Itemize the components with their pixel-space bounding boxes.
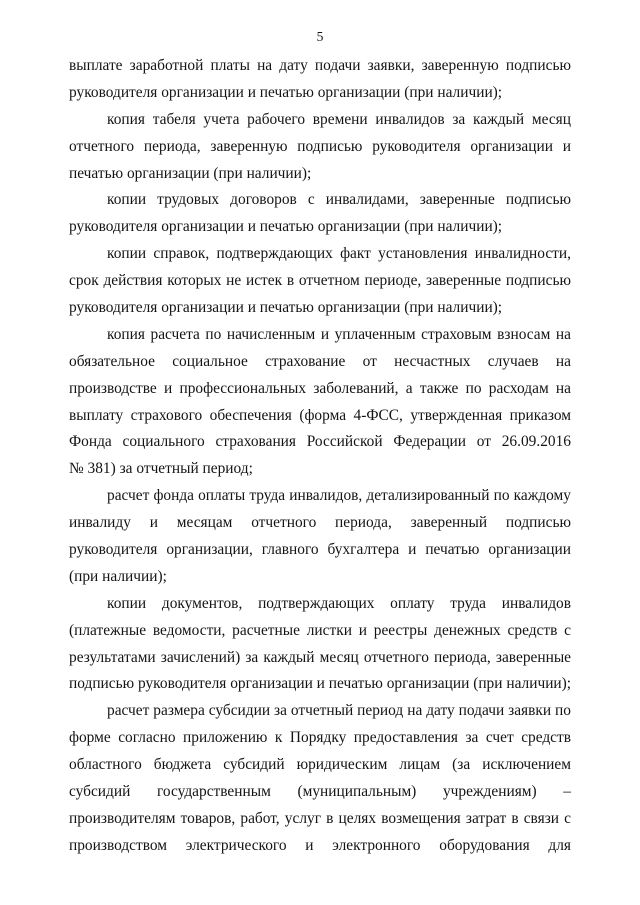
text-line: копии справок, подтверждающих факт установления инвалидности, xyxy=(107,245,571,263)
text-line: руководителя организации, главного бухгалтера и печатью организации xyxy=(69,541,571,559)
text-line: инвалиду и месяцам отчетного периода, заверенный подписью xyxy=(69,514,571,532)
text-line: отчетного периода, заверенную подписью руководителя организации и xyxy=(69,137,571,155)
text-line: производством электрического и электронного оборудования для xyxy=(69,836,571,854)
text-line: копии трудовых договоров с инвалидами, заверенные подписью xyxy=(107,191,571,209)
text-line: подписью руководителя организации и печатью организации (при наличии); xyxy=(69,675,572,693)
text-line: форме согласно приложению к Порядку предоставления за счет средств xyxy=(69,729,571,747)
text-line: копии документов, подтверждающих оплату труда инвалидов xyxy=(107,594,571,612)
text-line: копия расчета по начисленным и уплаченным страховым взносам на xyxy=(107,325,571,343)
text-line: производителям товаров, работ, услуг в целях возмещения затрат в связи с xyxy=(69,809,571,827)
text-line: субсидий государственным (муниципальным) учреждениям) – xyxy=(69,783,571,801)
document-body xyxy=(69,53,571,860)
text-line: копия табеля учета рабочего времени инвалидов за каждый месяц xyxy=(107,110,571,128)
paragraph xyxy=(69,591,571,699)
text-line: обязательное социальное страхование от несчастных случаев на xyxy=(69,352,571,370)
text-line: Фонда социального страхования Российской Федерации от 26.09.2016 xyxy=(69,433,571,451)
text-line: расчет размера субсидии за отчетный период на дату подачи заявки по xyxy=(107,702,571,720)
text-line: расчет фонда оплаты труда инвалидов, детализированный по каждому xyxy=(107,487,571,505)
text-line: руководителя организации и печатью организации (при наличии); xyxy=(69,299,503,317)
text-line: областного бюджета субсидий юридическим лицам (за исключением xyxy=(69,756,571,774)
text-line: (при наличии); xyxy=(69,567,167,585)
text-line: срок действия которых не истек в отчетном периоде, заверенные подписью xyxy=(69,272,571,290)
paragraph xyxy=(69,698,571,859)
paragraph xyxy=(69,241,571,322)
text-line: печатью организации (при наличии); xyxy=(69,164,312,182)
paragraph xyxy=(69,187,571,241)
page-number: 5 xyxy=(316,29,324,44)
text-line: руководителя организации и печатью организации (при наличии); xyxy=(69,218,503,236)
text-line: (платежные ведомости, расчетные листки и реестры денежных средств с xyxy=(69,621,571,639)
paragraph xyxy=(69,322,571,483)
paragraph xyxy=(69,107,571,188)
paragraph xyxy=(69,483,571,591)
text-line: выплате заработной платы на дату подачи заявки, заверенную подписью xyxy=(69,57,571,74)
text-line: результатами зачислений) за каждый месяц отчетного периода, заверенные xyxy=(69,648,571,666)
paragraph xyxy=(69,53,571,107)
text-line: № 381) за отчетный период; xyxy=(69,460,253,478)
text-line: выплату страхового обеспечения (форма 4-ФСС, утвержденная приказом xyxy=(69,406,571,424)
text-line: руководителя организации и печатью организации (при наличии); xyxy=(69,83,503,101)
text-line: производстве и профессиональных заболеваний, а также по расходам на xyxy=(69,379,571,397)
